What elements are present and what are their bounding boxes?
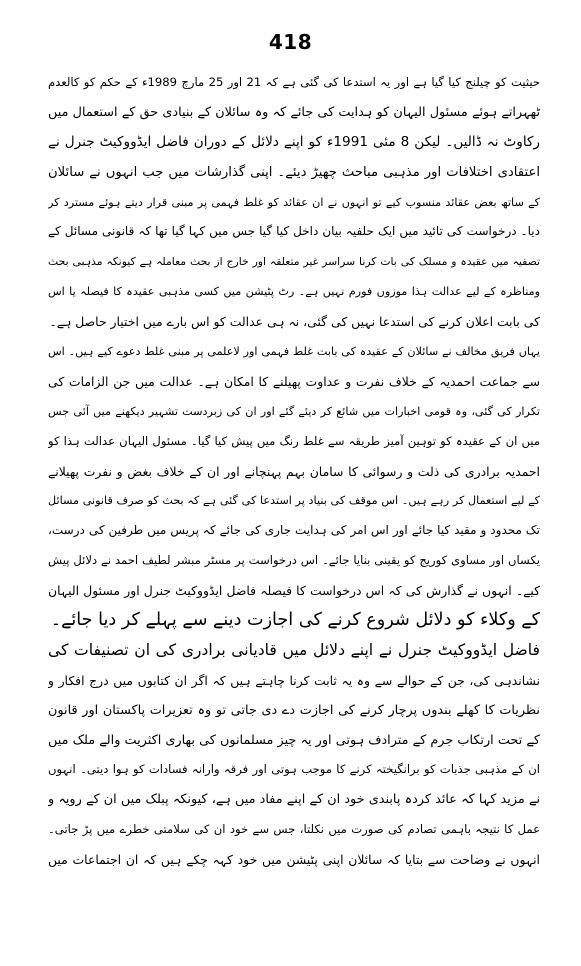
- text-line: ان کے مذہبی جذبات کو برانگیختہ کرنے کا موجب ہوتی اور فرقہ وارانہ فسادات کو ہوا دیتی۔ انہوں: [48, 762, 540, 777]
- text-line: کے لیے استعمال کر رہے ہیں۔ اس موقف کی بنیاد پر استدعا کی گئی ہے کہ بحث کو صرف قانونی مسائل: [48, 494, 540, 508]
- text-line: سے جماعت احمدیہ کے خلاف نفرت و عداوت پھیلنے کا امکان ہے۔ عدالت میں جن الزامات کی: [48, 373, 540, 389]
- page-number: 418: [268, 30, 313, 54]
- text-line: کے ساتھ بعض عقائد منسوب کیے تو انہوں نے ان عقائد کو غلط فہمی پر مبنی قرار دیتے ہوئے مسترد کر: [48, 195, 540, 209]
- text-line: احمدیہ برادری کی ذلت و رسوائی کا سامان بہم پہنچانے اور ان کے خلاف بغض و نفرت پھیلانے: [48, 463, 540, 479]
- text-line: انہوں نے وضاحت سے بتایا کہ سائلان اپنی پٹیشن میں خود کہہ چکے ہیں کہ ان اجتماعات میں: [48, 852, 540, 868]
- text-line: کی بابت اعلان کرنے کی استدعا نہیں کی گئی، نہ ہی عدالت کو اس بارے میں اختیار حاصل ہے۔: [49, 314, 540, 330]
- text-line: تصفیہ میں عقیدہ و مسلک کی بات کرنا سراسر غیر متعلقہ اور خارج از بحث معاملہ ہے کیونکہ مذہبی بحث: [48, 255, 540, 269]
- text-line: تک محدود و مقید کیا جائے اور اس امر کی ہدایت جاری کی جائے کہ پریس میں طرفین کی درست،: [48, 523, 540, 538]
- text-line: حیثیت کو چیلنج کیا گیا ہے اور یہ استدعا کی گئی ہے کہ 21 اور 25 مارچ 1989ء کے حکم کو کالعدم: [48, 75, 540, 89]
- text-line: کیے۔ انہوں نے گذارش کی کہ اس درخواست کا فیصلہ فاضل ایڈووکیٹ جنرل اور مسئول الیہان: [48, 583, 540, 599]
- text-line: نے مزید کہا کہ عائد کردہ پابندی خود ان کے اپنے مفاد میں ہے، کیونکہ پبلک میں ان کے رویہ و: [48, 792, 540, 808]
- text-line: عمل کا نتیجہ باہمی تصادم کی صورت میں نکلتا، جس سے خود ان کی سلامتی خطرے میں پڑ جاتی۔: [48, 822, 540, 837]
- text-line: ومناظرہ کے لیے عدالت ہذا موزوں فورم نہیں ہے۔ رٹ پٹیشن میں کسی مذہبی عقیدہ کا فیصلہ یا اس: [48, 285, 540, 299]
- text-line: یکساں اور مساوی کوریج کو یقینی بنایا جائے۔ اس درخواست پر مسٹر مبشر لطیف احمد نے دلائل پیش: [48, 553, 540, 568]
- text-line: نظریات کا کھلے بندوں پرچار کرنے کی اجازت دے دی جاتی تو وہ تعزیرات پاکستان اور قانون: [48, 702, 540, 718]
- text-line: میں ان کے عقیدہ کو توہین آمیز طریقہ سے غلط رنگ میں پیش کیا گیا۔ مسئول الیہان عدالت ہذا کو: [48, 433, 540, 448]
- text-line: نشاندہی کی، جن کے حوالے سے وہ یہ ثابت کرنا چاہتے ہیں کہ اگر ان کتابوں میں درج افکار و: [48, 672, 540, 688]
- text-line: کے تحت ارتکاب جرم کے مترادف ہوتی اور یہ چیز مسلمانوں کی بھاری اکثریت والے ملک میں: [48, 732, 540, 748]
- text-line: ٹھہراتے ہوئے مسئول الیہان کو ہدایت کی جائے کہ وہ سائلان کے بنیادی حق کے استعمال میں: [48, 104, 540, 120]
- text-line: دیا۔ درخواست کی تائید میں ایک حلفیہ بیان داخل کیا گیا جس میں کہا گیا تھا کہ قانونی مسائل کے: [48, 224, 540, 239]
- text-line: کے وکلاء کو دلائل شروع کرنے کی اجازت دینے سے پہلے کر دیا جائے۔: [50, 610, 540, 631]
- text-line: تکرار کی گئی، وہ قومی اخبارات میں شائع کر دیئے گئے اور ان کی زبردست تشہیر دیکھنے میں آئی جس: [48, 404, 540, 418]
- text-line: اعتقادی اختلافات اور مذہبی مباحث چھیڑ دیئے۔ اپنی گذارشات میں جب انہوں نے سائلان: [48, 164, 540, 180]
- text-line: فاضل ایڈووکیٹ جنرل نے اپنے دلائل میں قادیانی برادری کی ان تصنیفات کی: [48, 640, 540, 659]
- text-line: یہاں فریق مخالف نے سائلان کے عقیدہ کی بابت غلط فہمی اور لاعلمی پر مبنی غلط دعوے کیے ہیں۔ اس: [48, 345, 540, 359]
- body-text: [48, 68, 540, 875]
- text-line: رکاوٹ نہ ڈالیں۔ لیکن 8 مئی 1991ء کو اپنے دلائل کے دوران فاضل ایڈووکیٹ جنرل نے: [48, 133, 540, 150]
